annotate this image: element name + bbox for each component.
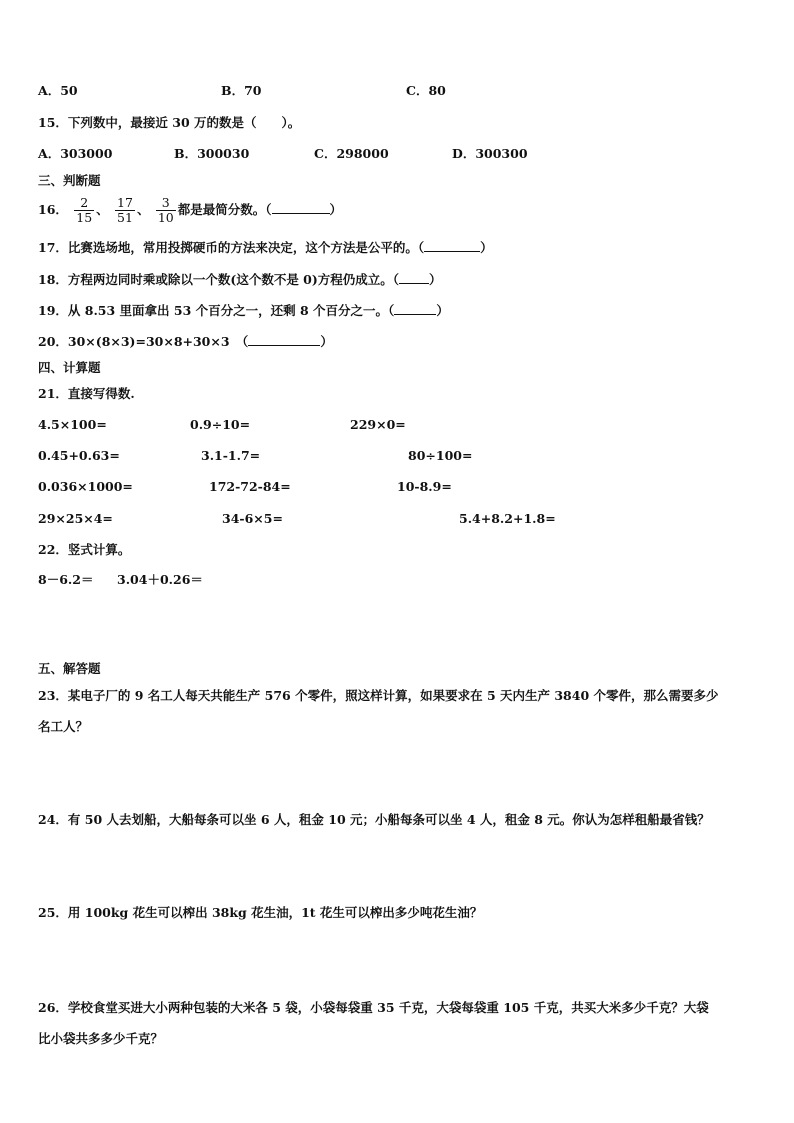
q14-option-a: A．50	[38, 83, 78, 98]
calc-item: 0.45+0.63=	[38, 448, 120, 463]
calc-item: 34-6×5=	[222, 511, 283, 526]
question-number: 23．	[38, 688, 68, 703]
question-number: 20．	[38, 334, 68, 349]
question-text: 30×(8×3)=30×8+30×3 （	[67, 334, 249, 349]
answer-blank[interactable]	[424, 239, 480, 252]
question-text: 有 50 人去划船，大船每条可以坐 6 人，租金 10 元；小船每条可以坐 4 人，租金 8 元。你认为怎样租船最省钱？	[67, 812, 710, 827]
q17-question: 17．比赛选场地，常用投掷硬币的方法来决定，这个方法是公平的。（ ）	[38, 240, 493, 255]
q15-option-d: D．300300	[452, 146, 528, 161]
calc-item: 172-72-84=	[209, 479, 291, 494]
question-number: 22．	[38, 542, 68, 557]
question-number: 16．	[38, 202, 68, 217]
q26-question-cont: 比小袋共多多少千克？	[38, 1031, 164, 1046]
q21-question	[38, 386, 135, 402]
question-number: 15．	[38, 115, 68, 130]
q14-option-b: B．70	[221, 83, 262, 98]
question-text: 竖式计算。	[67, 542, 131, 557]
answer-blank[interactable]	[248, 333, 320, 346]
vertical-calc-item: 3.04＋0.26＝	[117, 572, 203, 587]
calc-item: 29×25×4=	[38, 511, 113, 526]
calc-item: 0.9÷10=	[190, 417, 251, 432]
calc-item: 4.5×100=	[38, 417, 107, 432]
question-text: 学校食堂买进大小两种包装的大米各 5 袋，小袋每袋重 35 千克，大袋每袋重 105 千克，共买大米多少千克？大袋	[67, 1000, 709, 1015]
question-text: 比赛选场地，常用投掷硬币的方法来决定，这个方法是公平的。（	[67, 240, 425, 255]
q20-question: 20．30×(8×3)=30×8+30×3 （ ）	[38, 334, 333, 349]
q14-option-c: C．80	[406, 83, 446, 98]
answer-blank[interactable]	[394, 302, 436, 315]
answer-blank[interactable]	[272, 201, 330, 214]
question-number: 24．	[38, 812, 68, 827]
q25-question	[38, 905, 482, 921]
question-number: 25．	[38, 905, 68, 920]
section-heading-calculation: 四、计算题	[38, 360, 101, 375]
q23-question	[38, 688, 719, 704]
question-text: 用 100kg 花生可以榨出 38kg 花生油，1t 花生可以榨出多少吨花生油？	[67, 905, 483, 920]
q23-question-cont: 名工人？	[38, 719, 89, 734]
fraction: $\frac{3}{10}$	[157, 195, 174, 225]
question-number: 17．	[38, 240, 68, 255]
q26-question	[38, 1000, 709, 1016]
q22-question	[38, 542, 130, 558]
calc-item: 0.036×1000=	[38, 479, 133, 494]
question-number: 19．	[38, 303, 68, 318]
question-text: 都是最简分数。（	[177, 202, 272, 217]
calc-item: 80÷100=	[408, 448, 473, 463]
q16-question: 16． $\frac{2}{15}$ 、 $\frac{17}{51}$ 、 $\frac{3}{10}$ 都是最简分数。（ ）	[38, 195, 343, 225]
q15-option-a: A．303000	[38, 146, 113, 161]
answer-blank[interactable]	[399, 271, 429, 284]
calc-item: 3.1-1.7=	[201, 448, 261, 463]
question-text: 从 8.53 里面拿出 53 个百分之一，还剩 8 个百分之一。（	[67, 303, 395, 318]
q15-question	[38, 115, 300, 131]
question-text: 方程两边同时乘或除以一个数(这个数不是 0)方程仍成立。（	[67, 272, 400, 287]
section-heading-judgement: 三、判断题	[38, 173, 101, 188]
question-number: 26．	[38, 1000, 68, 1015]
q15-option-b: B．300030	[174, 146, 250, 161]
question-text: 某电子厂的 9 名工人每天共能生产 576 个零件，照这样计算，如果要求在 5 天内生产 3840 个零件，那么需要多少	[67, 688, 719, 703]
question-number: 21．	[38, 386, 68, 401]
q24-question	[38, 812, 710, 828]
q18-question: 18．方程两边同时乘或除以一个数(这个数不是 0)方程仍成立。（ ）	[38, 272, 442, 287]
fraction: $\frac{17}{51}$	[117, 195, 133, 225]
calc-item: 10-8.9=	[397, 479, 452, 494]
calc-item: 229×0=	[350, 417, 406, 432]
question-number: 18．	[38, 272, 68, 287]
vertical-calc-item: 8－6.2＝	[38, 572, 94, 587]
q19-question: 19．从 8.53 里面拿出 53 个百分之一，还剩 8 个百分之一。（ ）	[38, 303, 449, 318]
question-text: 直接写得数.	[67, 386, 135, 401]
q15-option-c: C．298000	[314, 146, 389, 161]
calc-item: 5.4+8.2+1.8=	[459, 511, 556, 526]
fraction: $\frac{2}{15}$	[76, 195, 93, 225]
question-text: 下列数中，最接近 30 万的数是（ ）。	[67, 115, 301, 130]
section-heading-word-problems: 五、解答题	[38, 661, 101, 676]
